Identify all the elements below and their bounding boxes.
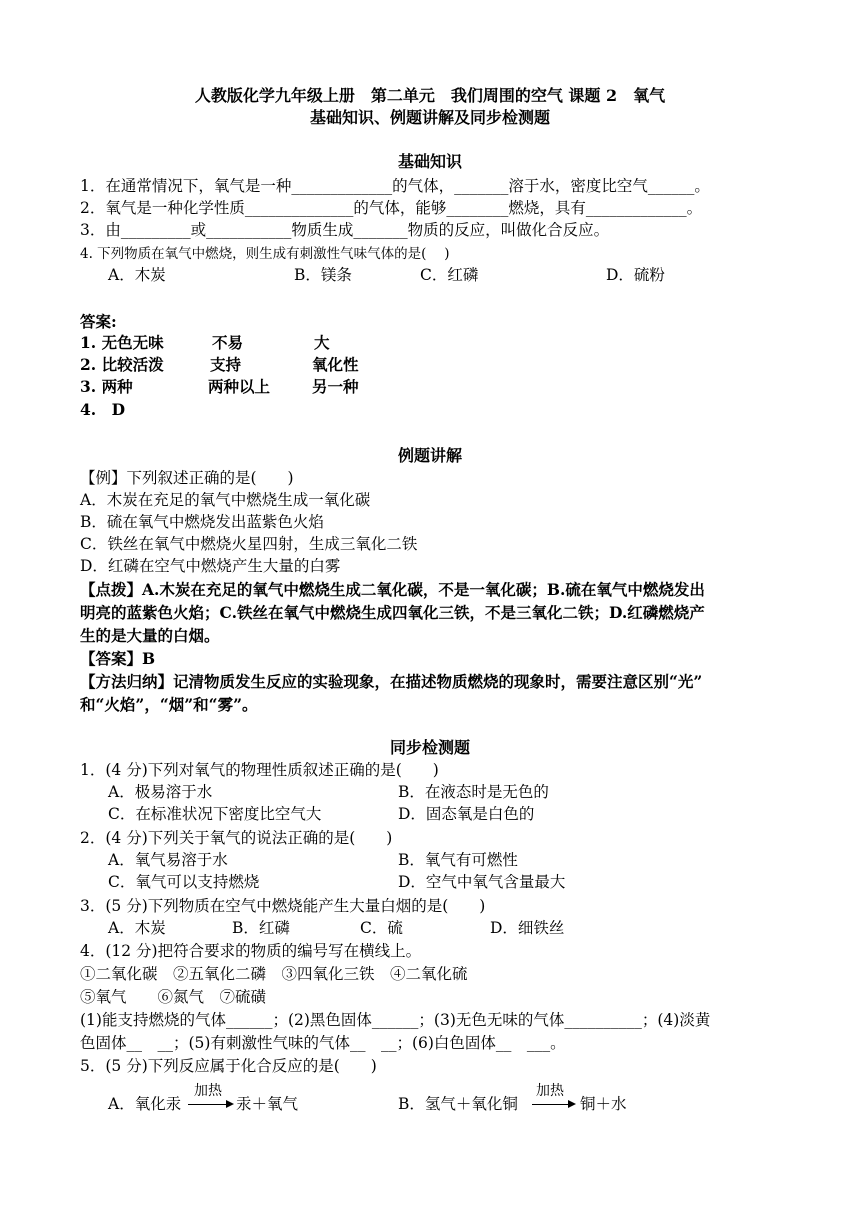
test-q4-items-1: ①二氧化碳 ②五氧化二磷 ③四氧化三铁 ④二氧化硫 — [80, 965, 468, 983]
basics-q2: 2．氧气是一种化学性质______________的气体，能够________燃烧，具有_____________。 — [80, 199, 703, 217]
test-q2-option-b: B．氧气有可燃性 — [398, 851, 518, 869]
test-q5-option-b-products: 铜＋水 — [580, 1095, 627, 1113]
test-q4-line-1: (1)能支持燃烧的气体______；(2)黑色固体______；(3)无色无味的气体__________；(4)淡黄 — [80, 1011, 711, 1029]
basics-q4-option-d: D．硫粉 — [606, 266, 665, 284]
example-question: 【例】下列叙述正确的是( ) — [80, 469, 294, 487]
test-q3-option-b: B．红磷 — [232, 919, 290, 937]
answer-3-c: 另一种 — [312, 377, 359, 396]
example-option-b: B．硫在氧气中燃烧发出蓝紫色火焰 — [80, 513, 324, 531]
test-q5-option-b-reactants: B．氢气＋氧化铜 — [398, 1095, 518, 1113]
example-method-line-1: 【方法归纳】记清物质发生反应的实验现象，在描述物质燃烧的现象时，需要注意区别“光” — [80, 672, 703, 691]
test-q2-option-c: C．氧气可以支持燃烧 — [108, 873, 260, 891]
basics-q4-option-b: B．镁条 — [294, 266, 352, 284]
test-q2: 2．(4 分)下列关于氧气的说法正确的是( ) — [80, 829, 393, 847]
heat-label-a: 加热 — [194, 1083, 222, 1099]
heat-arrow-a — [188, 1080, 236, 1110]
answer-4: 4. D — [80, 400, 126, 419]
test-q1-option-d: D．固态氧是白色的 — [398, 805, 535, 823]
test-q5-option-a-reactant: A．氧化汞 — [108, 1095, 182, 1113]
answer-1-b: 不易 — [212, 333, 244, 352]
basics-heading: 基础知识 — [397, 152, 462, 171]
test-q3-option-a: A．木炭 — [108, 919, 166, 937]
basics-q4-option-c: C．红磷 — [420, 266, 479, 284]
test-q1-option-a: A．极易溶于水 — [108, 783, 213, 801]
answers-label: 答案: — [80, 312, 117, 331]
answer-2-b: 支持 — [210, 355, 242, 374]
example-method-line-2: 和“火焰”，“烟”和“雾”。 — [80, 695, 258, 714]
test-q2-option-d: D．空气中氧气含量最大 — [398, 873, 566, 891]
test-q4: 4．(12 分)把符合要求的物质的编号写在横线上。 — [80, 942, 422, 960]
answer-1-a: 1. 无色无味 — [80, 333, 164, 352]
heat-arrow-b — [532, 1080, 578, 1110]
test-q3: 3．(5 分)下列物质在空气中燃烧能产生大量白烟的是( ) — [80, 897, 486, 915]
test-q1-option-c: C．在标准状况下密度比空气大 — [108, 805, 322, 823]
basics-q4: 4. 下列物质在氧气中燃烧，则生成有刺激性气味气体的是( ) — [80, 246, 450, 262]
example-tip-line-3: 生的是大量的白烟。 — [80, 626, 220, 645]
example-option-c: C．铁丝在氧气中燃烧火星四射，生成三氧化二铁 — [80, 535, 418, 553]
answer-2-c: 氧化性 — [312, 355, 359, 374]
example-tip-line-1: 【点拨】A.木炭在充足的氧气中燃烧生成二氧化碳，不是一氧化碳；B.硫在氧气中燃烧发出 — [80, 580, 705, 599]
doc-subtitle: 基础知识、例题讲解及同步检测题 — [309, 108, 550, 127]
arrow-shaft-a — [188, 1104, 228, 1105]
answer-3-a: 3. 两种 — [80, 377, 133, 396]
test-q3-option-c: C．硫 — [360, 919, 403, 937]
example-answer: 【答案】B — [80, 649, 156, 668]
basics-q3: 3．由_________或___________物质生成_______物质的反应，叫做化合反应。 — [80, 221, 610, 239]
doc-title: 人教版化学九年级上册 第二单元 我们周围的空气 课题 2 氧气 — [194, 86, 666, 105]
example-option-d: D．红磷在空气中燃烧产生大量的白雾 — [80, 557, 341, 575]
example-option-a: A．木炭在充足的氧气中燃烧生成一氧化碳 — [80, 491, 371, 509]
answer-3-b: 两种以上 — [208, 377, 271, 396]
test-q5: 5．(5 分)下列反应属于化合反应的是( ) — [80, 1057, 377, 1075]
test-q4-line-2: 色固体__ __；(5)有刺激性气味的气体__ __；(6)白色固体__ ___。 — [80, 1034, 566, 1052]
test-q4-items-2: ⑤氧气 ⑥氮气 ⑦硫磺 — [80, 988, 267, 1006]
arrow-head-a — [226, 1100, 234, 1108]
test-q2-option-a: A．氧气易溶于水 — [108, 851, 228, 869]
test-q1-option-b: B．在液态时是无色的 — [398, 783, 549, 801]
example-tip-line-2: 明亮的蓝紫色火焰；C.铁丝在氧气中燃烧生成四氧化三铁，不是三氧化二铁；D.红磷燃烧产 — [80, 603, 705, 622]
basics-q4-option-a: A．木炭 — [108, 266, 166, 284]
test-q3-option-d: D．细铁丝 — [490, 919, 565, 937]
test-q5-option-a-products: 汞＋氧气 — [236, 1095, 299, 1113]
test-q1: 1．(4 分)下列对氧气的物理性质叙述正确的是( ) — [80, 761, 439, 779]
basics-q1: 1．在通常情况下，氧气是一种_____________的气体，_______溶于水，密度比空气______。 — [80, 177, 710, 195]
answer-2-a: 2. 比较活泼 — [80, 355, 164, 374]
test-heading: 同步检测题 — [389, 738, 470, 757]
arrow-head-b — [568, 1100, 576, 1108]
arrow-shaft-b — [532, 1104, 570, 1105]
heat-label-b: 加热 — [536, 1083, 564, 1099]
example-heading: 例题讲解 — [397, 446, 462, 465]
answer-1-c: 大 — [314, 333, 330, 352]
